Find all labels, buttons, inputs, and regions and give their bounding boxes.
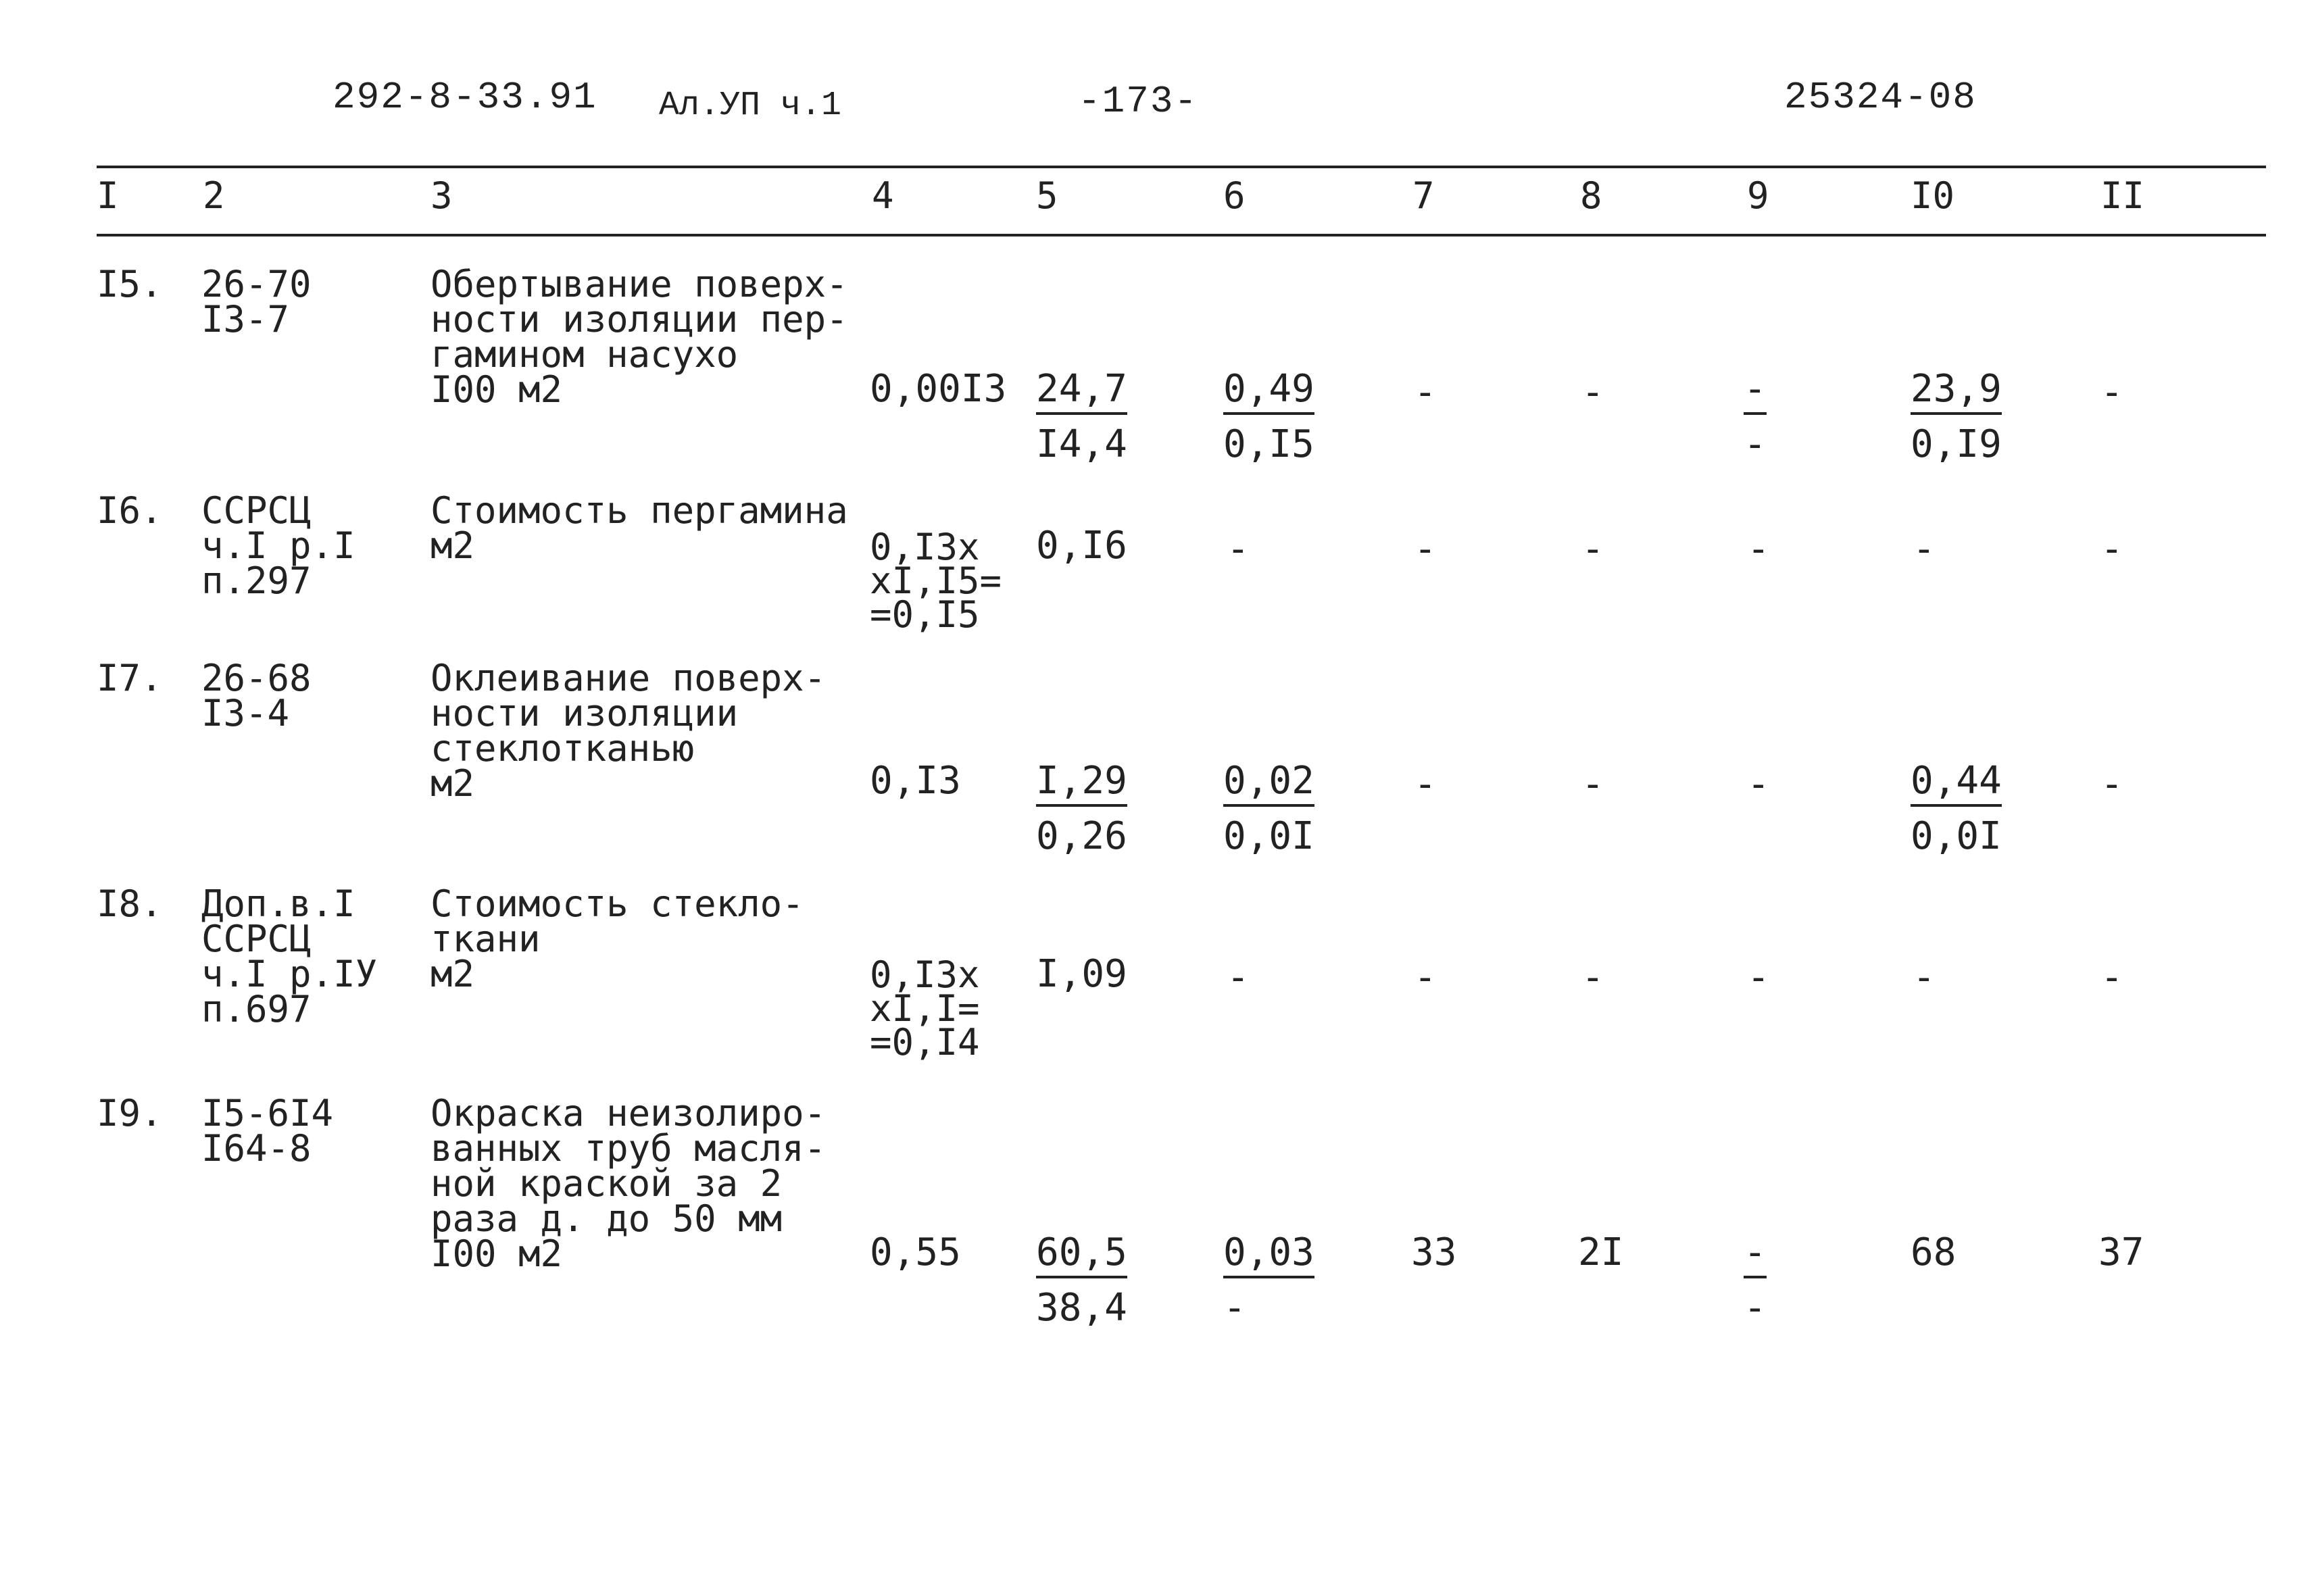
- fraction-numerator: 0,03: [1223, 1234, 1314, 1278]
- fraction-denominator: 38,4: [1036, 1286, 1127, 1330]
- column-header-9: 9: [1747, 174, 1769, 217]
- album-reference: Ал.УП ч.1: [659, 86, 842, 125]
- cost-fraction-col6: [1223, 1230, 1314, 1330]
- cell-col11: -: [2100, 370, 2123, 414]
- inventory-number: 25324-08: [1784, 76, 1977, 119]
- cost-fraction-col9: [1744, 1230, 1767, 1330]
- cost-fraction-col5: [1036, 1230, 1127, 1330]
- column-header-2: 2: [203, 174, 225, 217]
- work-description: Обертывание поверх- ности изоляции пер- гамином насухо I00 м2: [430, 263, 848, 411]
- column-header-5: 5: [1036, 174, 1058, 217]
- fraction-denominator: 0,0I: [1223, 814, 1314, 858]
- cost-fraction-col5: [1036, 759, 1127, 858]
- cell-col7: -: [1414, 955, 1437, 999]
- fraction-denominator: -: [1223, 1286, 1246, 1330]
- cell-col7: -: [1414, 370, 1437, 414]
- cell-col11: -: [2100, 527, 2123, 571]
- fraction-denominator: -: [1744, 422, 1767, 466]
- cell-col11: 37: [2098, 1230, 2144, 1274]
- quantity: 0,00I3: [870, 367, 1007, 411]
- cell-col9: -: [1747, 762, 1770, 806]
- cost-fraction-col10: [1911, 759, 2002, 858]
- cell-col5: 0,I6: [1036, 524, 1127, 568]
- row-number: I8.: [97, 882, 163, 925]
- cell-col7: -: [1414, 762, 1437, 806]
- column-header-8: 8: [1580, 174, 1602, 217]
- table-top-rule: [97, 166, 2266, 168]
- cell-col7: -: [1414, 527, 1437, 571]
- fraction-numerator: 60,5: [1036, 1234, 1127, 1278]
- fraction-numerator: -: [1744, 370, 1767, 415]
- cost-fraction-col9: [1744, 367, 1767, 466]
- work-description: Оклеивание поверх- ности изоляции стеклотканью м2: [430, 657, 827, 805]
- cost-fraction-col6: [1223, 759, 1314, 858]
- cell-col10: 68: [1911, 1230, 1956, 1274]
- cell-col6: -: [1227, 527, 1250, 571]
- cell-col9: -: [1747, 955, 1770, 999]
- fraction-numerator: -: [1744, 1234, 1767, 1278]
- document-code: 292-8-33.91: [333, 76, 597, 119]
- work-description: Окраска неизолиро- ванных труб масля- ной краской за 2 раза д. до 50 мм I00 м2: [430, 1092, 827, 1275]
- row-number: I7.: [97, 657, 163, 699]
- cell-col8: 2I: [1578, 1230, 1624, 1274]
- column-header-3: 3: [430, 174, 453, 217]
- column-header-6: 6: [1223, 174, 1246, 217]
- quantity: 0,I3х хI,I= =0,I4: [870, 953, 980, 1064]
- row-number: I6.: [97, 489, 163, 532]
- fraction-denominator: -: [1744, 1286, 1767, 1330]
- cell-col5: I,09: [1036, 952, 1127, 996]
- row-number: I5.: [97, 263, 163, 305]
- fraction-numerator: 0,49: [1223, 370, 1314, 415]
- cell-col8: -: [1581, 370, 1604, 414]
- quantity: 0,I3х хI,I5= =0,I5: [870, 526, 1002, 636]
- column-header-10: I0: [1911, 174, 1955, 217]
- cell-col8: -: [1581, 527, 1604, 571]
- rate-code: 26-68 I3-4: [201, 657, 312, 734]
- cell-col10: -: [1913, 955, 1936, 999]
- cell-col11: -: [2100, 762, 2123, 806]
- cost-fraction-col5: [1036, 367, 1127, 466]
- rate-code: I5-6I4 I64-8: [201, 1092, 334, 1170]
- quantity: 0,I3: [870, 759, 961, 803]
- fraction-numerator: 0,44: [1911, 762, 2002, 807]
- cell-col10: -: [1913, 527, 1936, 571]
- cost-fraction-col6: [1223, 367, 1314, 466]
- row-number: I9.: [97, 1092, 163, 1134]
- rate-code: ССРСЦ ч.I р.I п.297: [201, 489, 355, 602]
- column-header-1: I: [97, 174, 119, 217]
- work-description: Стоимость стекло- ткани м2: [430, 882, 804, 995]
- rate-code: Доп.в.I ССРСЦ ч.I р.IУ п.697: [201, 882, 378, 1030]
- quantity: 0,55: [870, 1230, 961, 1274]
- cell-col6: -: [1227, 955, 1250, 999]
- fraction-denominator: 0,I9: [1911, 422, 2002, 466]
- cell-col11: -: [2100, 955, 2123, 999]
- column-header-4: 4: [872, 174, 894, 217]
- rate-code: 26-70 I3-7: [201, 263, 312, 341]
- cell-col9: -: [1747, 527, 1770, 571]
- work-description: Стоимость пергамина м2: [430, 489, 848, 567]
- fraction-denominator: I4,4: [1036, 422, 1127, 466]
- cell-col8: -: [1581, 955, 1604, 999]
- page-number: -173-: [1078, 80, 1199, 123]
- column-header-7: 7: [1412, 174, 1435, 217]
- cell-col8: -: [1581, 762, 1604, 806]
- fraction-numerator: 0,02: [1223, 762, 1314, 807]
- cell-col7: 33: [1411, 1230, 1457, 1274]
- column-header-11: II: [2100, 174, 2145, 217]
- cost-fraction-col10: [1911, 367, 2002, 466]
- fraction-numerator: 24,7: [1036, 370, 1127, 415]
- fraction-denominator: 0,I5: [1223, 422, 1314, 466]
- fraction-denominator: 0,0I: [1911, 814, 2002, 858]
- fraction-numerator: 23,9: [1911, 370, 2002, 415]
- fraction-denominator: 0,26: [1036, 814, 1127, 858]
- table-header-rule: [97, 234, 2266, 236]
- fraction-numerator: I,29: [1036, 762, 1127, 807]
